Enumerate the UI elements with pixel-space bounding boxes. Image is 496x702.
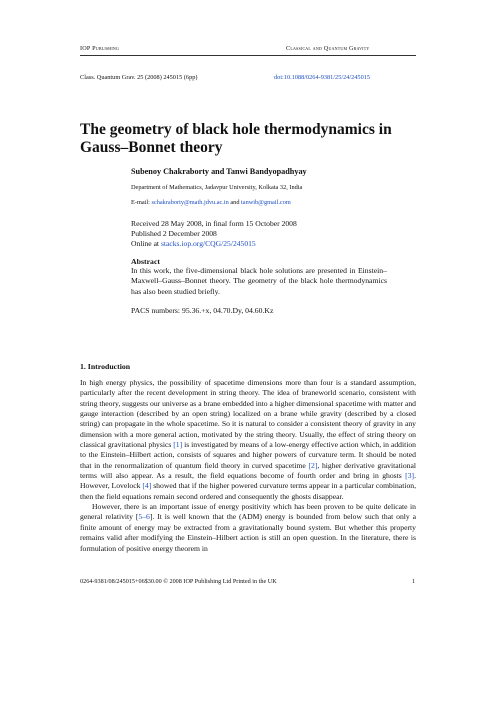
email-joiner: and — [228, 199, 242, 206]
paper-title: The geometry of black hole thermodynamics in Gauss–Bonnet theory — [80, 121, 392, 156]
section-heading: 1. Introduction — [80, 362, 131, 371]
doi-link[interactable]: doi:10.1088/0264-9381/25/24/245015 — [274, 74, 371, 81]
online-prefix: Online at — [131, 239, 161, 248]
footer-copyright: 0264-9381/08/245015+06$30.00 © 2008 IOP Publishing Ltd Printed in the UK — [80, 578, 277, 585]
text-run: In high energy physics, the possibility of spacetime dimensions more than four is a standard assumption, particularly after the recent development in string theory. The idea of braneworld scenario, consistent with string theory, suggests our universe as a brane embedded into a higher dimensional spacetime with matter and gauge interaction (described by an open string) localized on a brane while gravity (described by a closed string) can propagate in the whole spacetime. So it is natural to consider a consistent theory of gravity in any dimension with a more general action, motivated by the string theory. Usually, the effect of string theory on classical gravitational physics — [80, 378, 416, 450]
paragraph-1 — [80, 378, 416, 502]
text-run: , higher derivative gravitational terms will also appear. As a result, the field equations become of fourth order and bring in ghosts — [80, 460, 416, 481]
pacs-numbers: PACS numbers: 95.36.+x, 04.70.Dy, 04.60.Kz — [131, 306, 274, 315]
ref-link[interactable]: [1] — [173, 440, 183, 450]
ref-link[interactable]: 5–6 — [138, 512, 150, 522]
affiliation: Department of Mathematics, Jadavpur University, Kolkata 32, India — [131, 184, 303, 191]
email-link-1[interactable]: schakraborty@math.jdvu.ac.in — [151, 199, 229, 206]
paragraph-2 — [80, 502, 416, 554]
ref-link[interactable]: [3] — [405, 471, 415, 481]
email-link-2[interactable]: tanwib@gmail.com — [241, 199, 291, 206]
online-link[interactable]: stacks.iop.org/CQG/25/245015 — [160, 239, 256, 248]
email-line — [131, 199, 291, 206]
citation: Class. Quantum Grav. 25 (2008) 245015 (6pp) — [80, 74, 198, 81]
ref-link[interactable]: [2] — [308, 460, 318, 470]
section-body — [80, 378, 416, 554]
abstract-heading: Abstract — [131, 257, 161, 266]
ref-link[interactable]: [4] — [142, 481, 152, 491]
text-run: However, there is an important issue of energy positivity which has been proven to be quite delicate in general relativity [ — [80, 502, 416, 522]
page-number: 1 — [412, 578, 416, 585]
header-rule — [80, 55, 416, 56]
abstract-text: In this work, the five-dimensional black hole solutions are presented in Einstein–Maxwell–Gauss–Bonnet theory. The geometry of the black hole thermodynamics has also been studied briefly. — [131, 266, 387, 296]
dates-block — [131, 219, 297, 249]
published-date: Published 2 December 2008 — [131, 229, 217, 238]
text-run: is investigated by means of a low-energy effective action which, in addition to the Einstein–Hilbert action, consists of squares and higher powers of curvature term. It should be noted that in the renormalization of quantum field theory in curved spacetime — [80, 440, 416, 470]
text-run: showed that if the higher powered curvature terms appear in a particular combination, then the field equations remain second ordered and consequently the ghosts disappear. — [80, 481, 416, 501]
journal-label: Classical and Quantum Gravity — [286, 45, 370, 52]
text-run: ]. It is well known that the (ADM) energy is bounded from below such that only a finite amount of energy may be extracted from a gravitationally bound system. But whether this property remains valid after modifying the Einstein–Hilbert action is still an open question. In the literature, there is formulation of positive energy theorem in — [80, 512, 416, 553]
text-run: . However, Lovelock — [80, 471, 416, 491]
email-prefix: E-mail: — [131, 199, 152, 206]
authors: Subenoy Chakraborty and Tanwi Bandyopadhyay — [131, 167, 307, 176]
received-date: Received 28 May 2008, in final form 15 October 2008 — [131, 219, 297, 228]
publisher-label: IOP Publishing — [80, 45, 120, 52]
online-line — [131, 239, 297, 249]
